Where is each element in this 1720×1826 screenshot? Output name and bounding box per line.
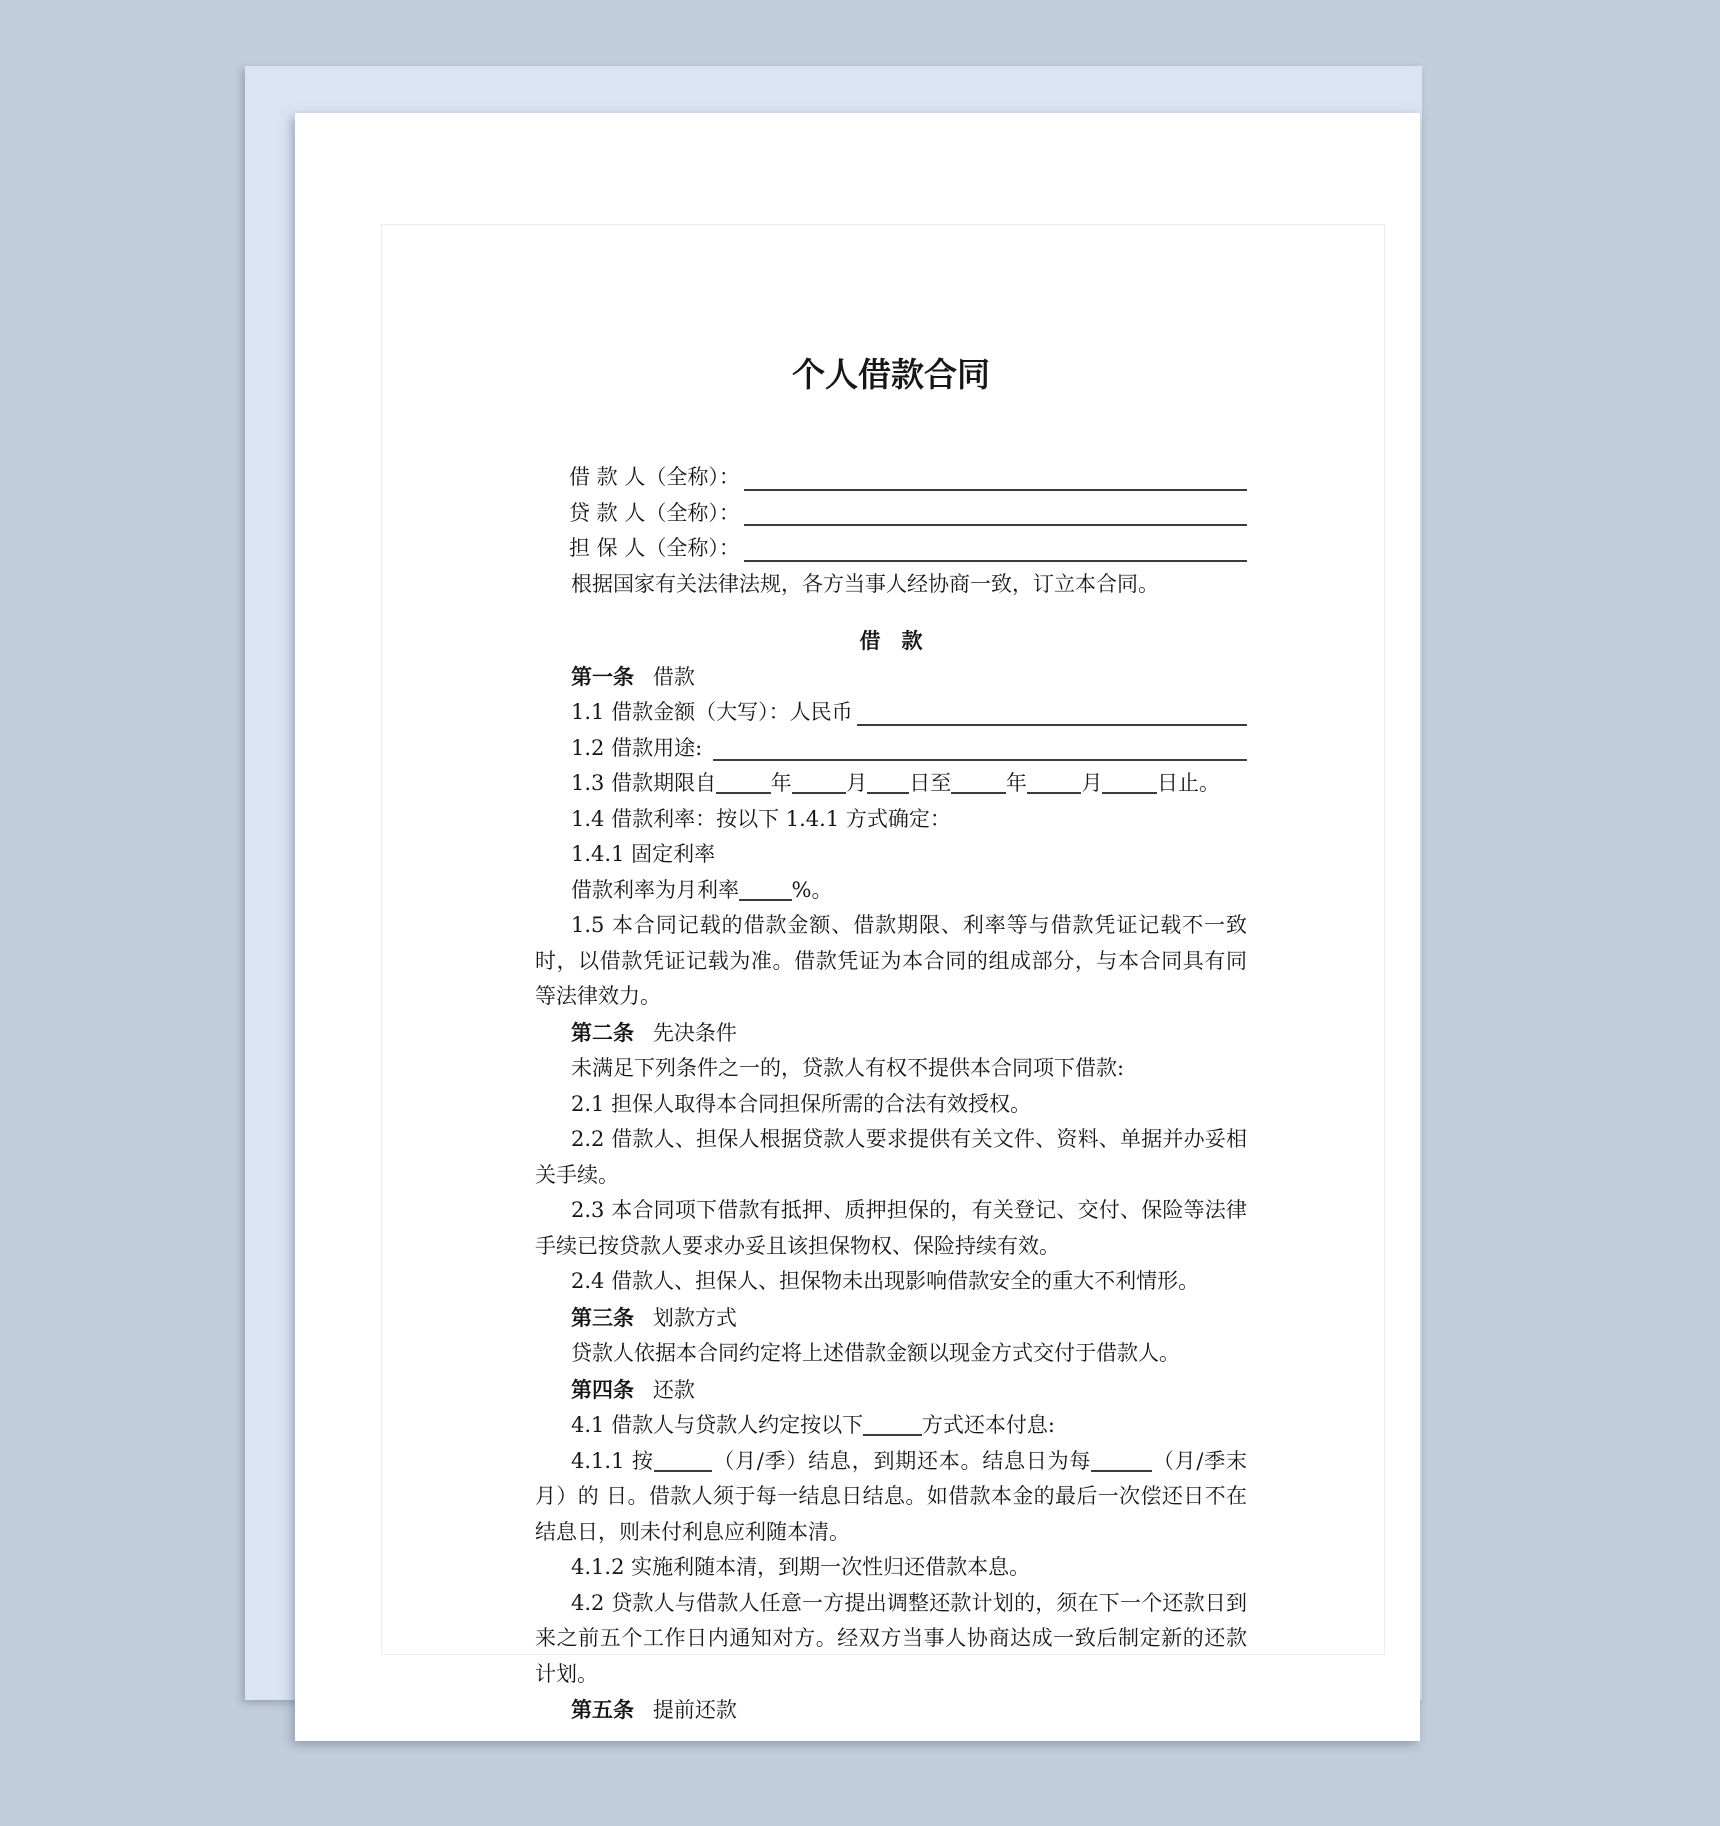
clause-number: 第四条 (571, 1376, 634, 1402)
party-label: 贷 款 人（全称）： (569, 500, 740, 525)
document-page (295, 113, 1420, 1741)
paragraph: 2.3 本合同项下借款有抵押、质押担保的，有关登记、交付、保险等法律手续已按贷款人要求办妥且该担保物权、保险持续有效。 (535, 1198, 1247, 1258)
clause-number: 第二条 (571, 1019, 634, 1045)
paragraph-text: 1.1 借款金额（大写）：人民币 (571, 700, 853, 724)
doc-body (535, 623, 1247, 1729)
paragraph: 未满足下列条件之一的，贷款人有权不提供本合同项下借款: (571, 1056, 1125, 1080)
clause-title: 还款 (652, 1377, 695, 1402)
paragraph (535, 1408, 1247, 1444)
clause-number: 第三条 (571, 1304, 634, 1330)
fill-blank (857, 724, 1247, 726)
paragraph-text: 方式还本付息: (921, 1413, 1055, 1437)
paragraph-text: 1.2 借款用途: (571, 735, 709, 760)
paragraph: 1.4.1 固定利率 (571, 842, 716, 866)
inline-blank (739, 879, 792, 901)
paragraph-text: 年 (770, 771, 792, 795)
doc-title: 个人借款合同 (792, 355, 990, 394)
paragraph-text: （月/季末月）的 日。借款人须于每一结息日结息。如借款本金的最后一次偿还日不在结息日，则未付利息应利随本清。 (535, 1448, 1248, 1544)
inline-blank (863, 1414, 922, 1436)
paragraph-text: 1.3 借款期限自 (571, 771, 717, 795)
paragraph (535, 1444, 1247, 1551)
paragraph-text: %。 (791, 877, 833, 902)
intro-paragraph: 根据国家有关法律法规，各方当事人经协商一致，订立本合同。 (571, 571, 1159, 596)
inline-blank (654, 1450, 713, 1472)
party-label: 借 款 人（全称）： (569, 465, 740, 489)
clause-number: 第五条 (571, 1697, 634, 1722)
clause-number: 第一条 (571, 663, 634, 689)
fill-blank (713, 759, 1247, 761)
paragraph: 2.4 借款人、担保人、担保物未出现影响借款安全的重大不利情形。 (571, 1269, 1200, 1293)
paragraph-text: 年 (1005, 771, 1027, 795)
paragraph-text: 借款利率为月利率 (571, 877, 739, 902)
party-fields (535, 460, 1247, 567)
paragraph-text: 月 (846, 771, 868, 795)
paragraph: 1.5 本合同记载的借款金额、借款期限、利率等与借款凭证记载不一致时，以借款凭证记载为准。借款凭证为本合同的组成部分，与本合同具有同等法律效力。 (535, 913, 1247, 1008)
inline-blank (1091, 1450, 1152, 1472)
clause-heading (535, 1015, 1247, 1052)
clause-heading (535, 1692, 1247, 1729)
party-row (535, 460, 1247, 496)
party-blank-line (744, 524, 1247, 526)
paragraph: 贷款人依据本合同约定将上述借款金额以现金方式交付于借款人。 (571, 1341, 1180, 1365)
clause-heading (535, 659, 1247, 696)
party-label: 担 保 人（全称）： (569, 536, 740, 560)
party-blank-line (744, 560, 1247, 562)
inline-blank (792, 772, 847, 794)
paragraph-with-blank (535, 731, 1247, 767)
party-blank-line (744, 489, 1247, 491)
paragraph: 4.1.2 实施利随本清，到期一次性归还借款本息。 (571, 1555, 1031, 1579)
paragraph-text: （月/季）结息，到期还本。结息日为每 (712, 1448, 1092, 1473)
inline-blank (867, 772, 909, 794)
paragraph (535, 873, 1247, 909)
document-content (535, 351, 1247, 1729)
party-row (535, 496, 1247, 532)
paragraph-with-blank (535, 695, 1247, 731)
paragraph: 1.4 借款利率：按以下 1.4.1 方式确定： (571, 806, 951, 831)
inline-blank (716, 772, 771, 794)
paragraph-text: 日止。 (1157, 771, 1221, 795)
clause-title: 借款 (652, 664, 695, 689)
paragraph-text: 4.1.1 按 (571, 1448, 654, 1473)
inline-blank (1102, 772, 1157, 794)
paragraph: 2.2 借款人、担保人根据贷款人要求提供有关文件、资料、单据并办妥相关手续。 (535, 1127, 1247, 1187)
clause-heading (535, 1300, 1247, 1337)
paragraph (535, 766, 1247, 802)
inline-blank (1027, 772, 1082, 794)
paragraph-text: 日至 (909, 771, 952, 795)
paragraph: 4.2 贷款人与借款人任意一方提出调整还款计划的，须在下一个还款日到来之前五个工作日内通知对方。经双方当事人协商达成一致后制定新的还款计划。 (535, 1590, 1247, 1686)
clause-title: 提前还款 (652, 1698, 737, 1722)
party-row (535, 531, 1247, 567)
clause-title: 先决条件 (652, 1020, 737, 1045)
inline-blank (951, 772, 1006, 794)
section-heading: 借 款 (859, 628, 923, 653)
clause-heading (535, 1372, 1247, 1409)
paragraph-text: 4.1 借款人与贷款人约定按以下 (571, 1413, 864, 1437)
clause-title: 划款方式 (652, 1305, 737, 1330)
paragraph-text: 月 (1081, 771, 1103, 795)
paragraph: 2.1 担保人取得本合同担保所需的合法有效授权。 (571, 1091, 1032, 1116)
